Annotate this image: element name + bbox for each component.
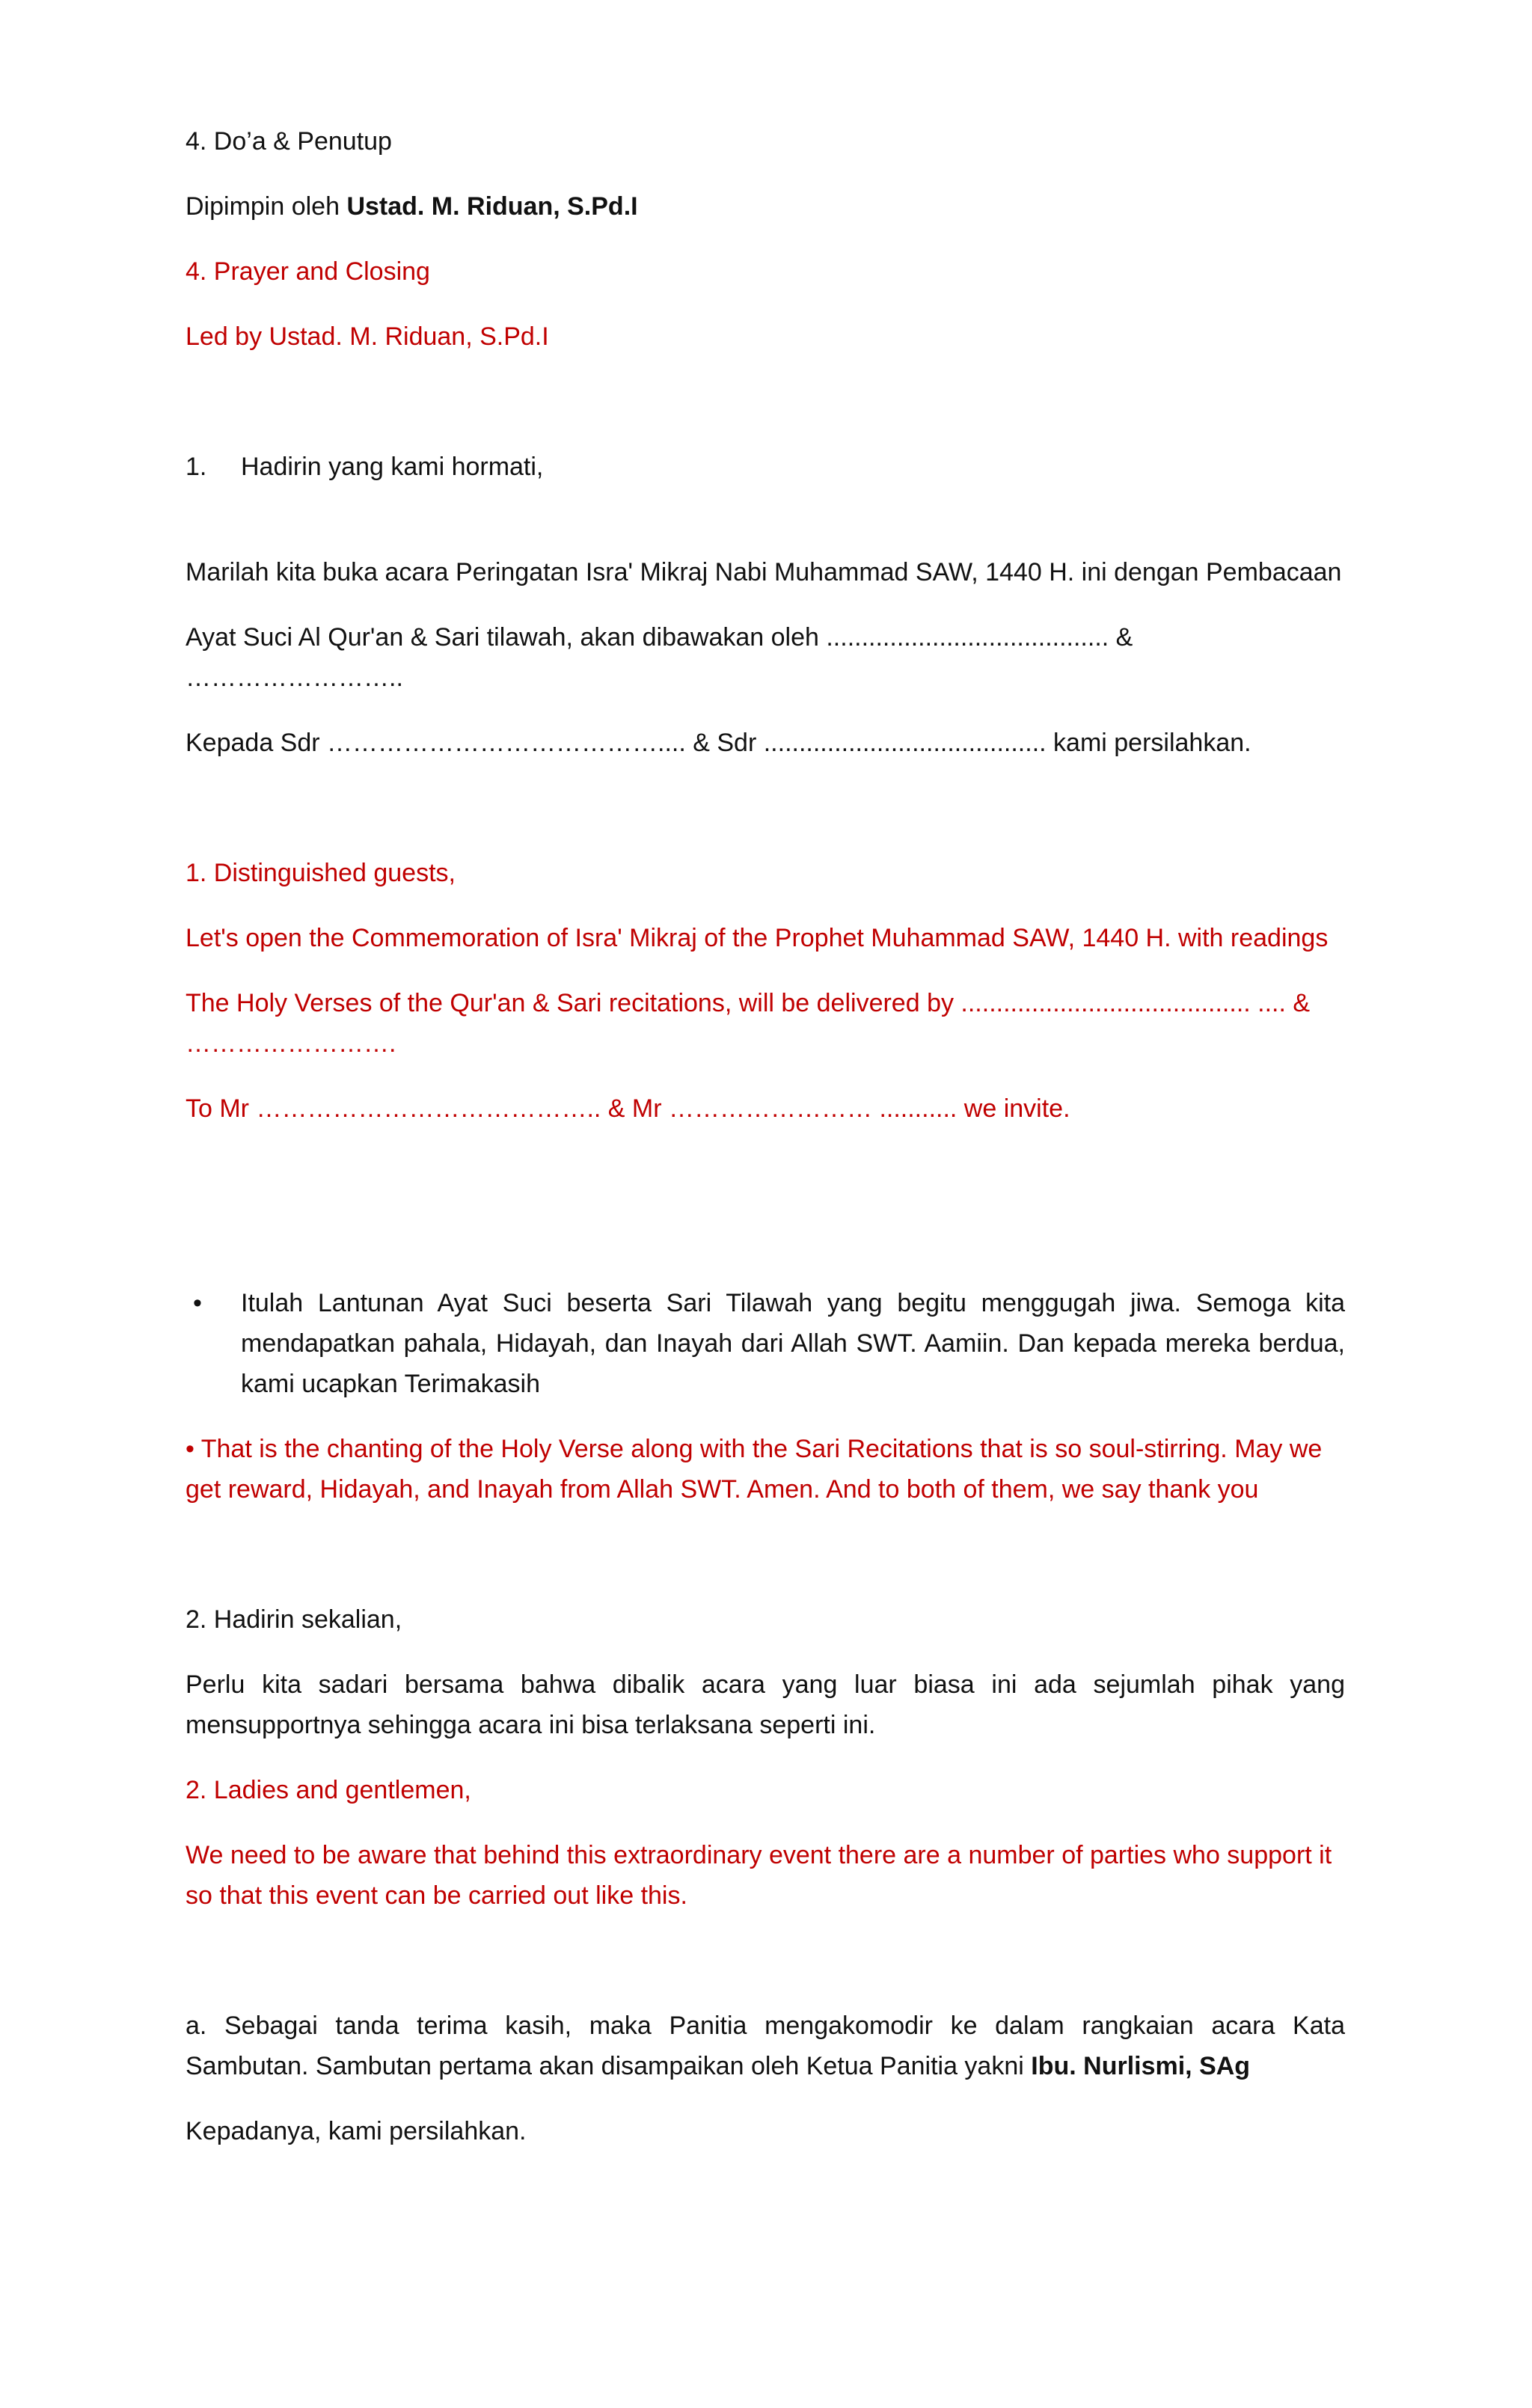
bullet-icon: • — [193, 1289, 202, 1317]
en-greeting-ladies: 2. Ladies and gentlemen, — [186, 1776, 471, 1804]
greeting-hadirin-sekalian: 2. Hadirin sekalian, — [186, 1605, 402, 1634]
en-led-by-line: Led by Ustad. M. Riduan, S.Pd.I — [186, 322, 549, 351]
list-number: 1. — [186, 453, 207, 481]
en-recitation-line: The Holy Verses of the Qur'an & Sari recitations, will be delivered by ......................................... .... & ……………………. — [186, 989, 1311, 1058]
opening-paragraph: Marilah kita buka acara Peringatan Isra' Mikraj Nabi Muhammad SAW, 1440 H. ini dengan Pembacaan — [186, 558, 1342, 586]
en-bullet-text: • That is the chanting of the Holy Verse along with the Sari Recitations that is so soul-stirring. May we get reward, Hidayah, and Inayah from Allah SWT. Amen. And to both of them, we say thank you — [186, 1435, 1323, 1504]
numbered-greeting — [186, 447, 1345, 487]
en-invite-line: To Mr ………………………………….. & Mr …………………… ........... we invite. — [186, 1094, 1070, 1123]
greeting-text: Hadirin yang kami hormati, — [241, 453, 544, 481]
led-by-prefix: Dipimpin oleh — [186, 192, 347, 221]
led-by-line — [186, 186, 1345, 227]
welcome-speech-paragraph — [186, 2006, 1345, 2086]
en-support-paragraph: We need to be aware that behind this extraordinary event there are a number of parties who support it so that this event can be carried out like this. — [186, 1841, 1332, 1910]
chairperson-name: Ibu. Nurlismi, SAg — [1031, 2052, 1251, 2080]
welcome-speech-text: a. Sebagai tanda terima kasih, maka Panitia mengakomodir ke dalam rangkaian acara Kata Sambutan. Sambutan pertama akan disampaikan oleh Ketua Panitia yakni — [186, 2012, 1345, 2080]
en-section-heading: 4. Prayer and Closing — [186, 257, 430, 286]
invite-line: Kepada Sdr ………………………………….... & Sdr ........................................ kami persilahkan. — [186, 729, 1251, 757]
closing-invite: Kepadanya, kami persilahkan. — [186, 2117, 527, 2145]
support-paragraph: Perlu kita sadari bersama bahwa dibalik acara yang luar biasa ini ada sejumlah pihak yang mensupportnya sehingga acara ini bisa terlaksana seperti ini. — [186, 1670, 1345, 1739]
bullet-text: Itulah Lantunan Ayat Suci beserta Sari Tilawah yang begitu menggugah jiwa. Semoga kita mendapatkan pahala, Hidayah, dan Inayah dari Allah SWT. Aamiin. Dan kepada mereka berdua, kami ucapkan Terimakasih — [241, 1289, 1345, 1398]
recitation-line: Ayat Suci Al Qur'an & Sari tilawah, akan dibawakan oleh ........................................ & …………………….. — [186, 623, 1133, 692]
en-opening-paragraph: Let's open the Commemoration of Isra' Mikraj of the Prophet Muhammad SAW, 1440 H. with readings — [186, 924, 1329, 952]
led-by-name: Ustad. M. Riduan, S.Pd.I — [346, 192, 638, 221]
en-greeting: 1. Distinguished guests, — [186, 859, 456, 887]
section-heading-doa-penutup: 4. Do’a & Penutup — [186, 127, 392, 156]
bullet-item — [186, 1283, 1345, 1404]
